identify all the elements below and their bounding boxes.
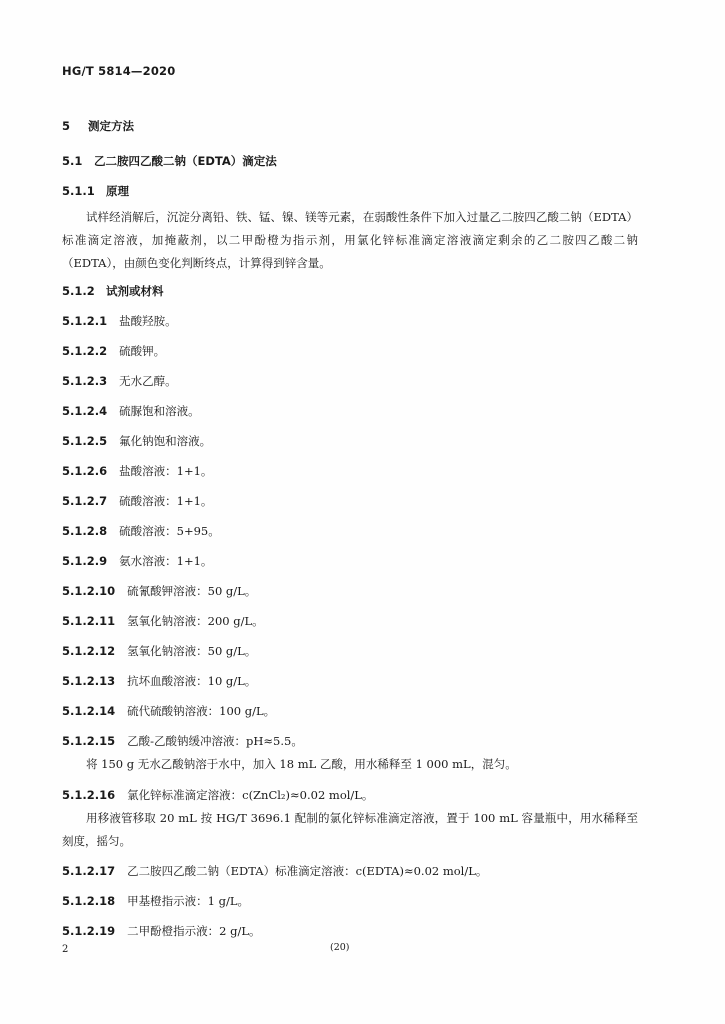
reagent-item — [62, 343, 165, 359]
page-number: 2 — [62, 944, 69, 955]
item-text: 二甲酚橙指示液：2 g/L。 — [127, 924, 261, 938]
item-text: 硫酸溶液：1+1。 — [119, 494, 213, 508]
item-text: 氟化钠饱和溶液。 — [119, 434, 212, 448]
item-text: 氢氧化钠溶液：50 g/L。 — [127, 644, 257, 658]
reagent-item — [62, 463, 212, 479]
item-number: 5.1.2.3 — [62, 374, 108, 388]
item-text: 盐酸溶液：1+1。 — [119, 464, 213, 478]
item-text: 盐酸羟胺。 — [119, 314, 177, 328]
section-number: 5.1.2 — [62, 284, 95, 298]
item-text: 氨水溶液：1+1。 — [119, 554, 213, 568]
reagent-item — [62, 733, 303, 749]
buffer-preparation-note: 将 150 g 无水乙酸钠溶于水中，加入 18 mL 乙酸，用水稀释至 1 000 mL，混匀。 — [86, 757, 517, 771]
section-number: 5 — [62, 119, 71, 133]
reagent-item — [62, 403, 200, 419]
item-number: 5.1.2.5 — [62, 434, 108, 448]
reagent-item — [62, 673, 256, 689]
item-text: 氯化锌标准滴定溶液：c(ZnCl₂)≈0.02 mol/L。 — [127, 788, 374, 802]
item-number: 5.1.2.15 — [62, 734, 116, 748]
item-text: 甲基橙指示液：1 g/L。 — [127, 894, 249, 908]
reagent-item — [62, 703, 275, 719]
item-text: 抗坏血酸溶液：10 g/L。 — [127, 674, 257, 688]
item-number: 5.1.2.14 — [62, 704, 116, 718]
item-number: 5.1.2.4 — [62, 404, 108, 418]
item-number: 5.1.2.17 — [62, 864, 116, 878]
item-number: 5.1.2.16 — [62, 788, 116, 802]
reagent-item — [62, 583, 256, 599]
item-number: 5.1.2.1 — [62, 314, 108, 328]
item-text: 无水乙醇。 — [119, 374, 177, 388]
item-number: 5.1.2.6 — [62, 464, 108, 478]
reagent-item — [62, 523, 220, 539]
reagent-item — [62, 787, 373, 803]
reagent-item — [62, 643, 256, 659]
item-number: 5.1.2.12 — [62, 644, 116, 658]
reagent-item — [62, 863, 487, 879]
item-number: 5.1.2.2 — [62, 344, 108, 358]
section-title: 原理 — [106, 184, 129, 198]
section-5-1-1-heading — [62, 183, 129, 199]
reagent-item — [62, 433, 211, 449]
section-5-1-2-heading — [62, 283, 164, 299]
section-number: 5.1 — [62, 154, 83, 168]
item-text: 硫酸钾。 — [119, 344, 166, 358]
item-text: 硫脲饱和溶液。 — [119, 404, 200, 418]
reagent-item — [62, 373, 177, 389]
item-text: 硫代硫酸钠溶液：100 g/L。 — [127, 704, 276, 718]
item-number: 5.1.2.11 — [62, 614, 116, 628]
item-number: 5.1.2.9 — [62, 554, 108, 568]
reagent-item — [62, 613, 264, 629]
reagent-item — [62, 923, 260, 939]
section-title: 测定方法 — [88, 119, 134, 133]
item-text: 硫酸溶液：5+95。 — [119, 524, 220, 538]
center-page-mark: (20) — [330, 942, 350, 953]
section-5-1-heading — [62, 153, 277, 169]
standard-number: HG/T 5814—2020 — [62, 64, 176, 78]
item-text: 乙二胺四乙酸二钠（EDTA）标准滴定溶液：c(EDTA)≈0.02 mol/L。 — [127, 864, 488, 878]
reagent-item — [62, 553, 212, 569]
item-number: 5.1.2.13 — [62, 674, 116, 688]
section-title: 乙二胺四乙酸二钠（EDTA）滴定法 — [94, 154, 277, 168]
principle-paragraph: 试样经消解后，沉淀分离铅、铁、锰、镍、镁等元素，在弱酸性条件下加入过量乙二胺四乙酸二钠（EDTA）标准滴定溶液，加掩蔽剂，以二甲酚橙为指示剂，用氯化锌标准滴定溶液滴定剩余的乙二胺四乙酸二钠（EDTA），由颜色变化判断终点，计算得到锌含量。 — [62, 210, 638, 270]
reagent-item — [62, 313, 177, 329]
item-number: 5.1.2.7 — [62, 494, 108, 508]
section-number: 5.1.1 — [62, 184, 95, 198]
reagent-item — [62, 493, 212, 509]
section-title: 试剂或材料 — [106, 284, 164, 298]
zinc-chloride-preparation-note: 用移液管移取 20 mL 按 HG/T 3696.1 配制的氯化锌标准滴定溶液，置于 100 mL 容量瓶中，用水稀释至刻度，摇匀。 — [62, 811, 638, 848]
item-number: 5.1.2.18 — [62, 894, 116, 908]
item-text: 硫氰酸钾溶液：50 g/L。 — [127, 584, 257, 598]
item-text: 氢氧化钠溶液：200 g/L。 — [127, 614, 264, 628]
item-text: 乙酸-乙酸钠缓冲溶液：pH≈5.5。 — [127, 734, 303, 748]
item-number: 5.1.2.8 — [62, 524, 108, 538]
reagent-item — [62, 893, 249, 909]
item-number: 5.1.2.19 — [62, 924, 116, 938]
section-5-heading — [62, 118, 134, 134]
item-number: 5.1.2.10 — [62, 584, 116, 598]
